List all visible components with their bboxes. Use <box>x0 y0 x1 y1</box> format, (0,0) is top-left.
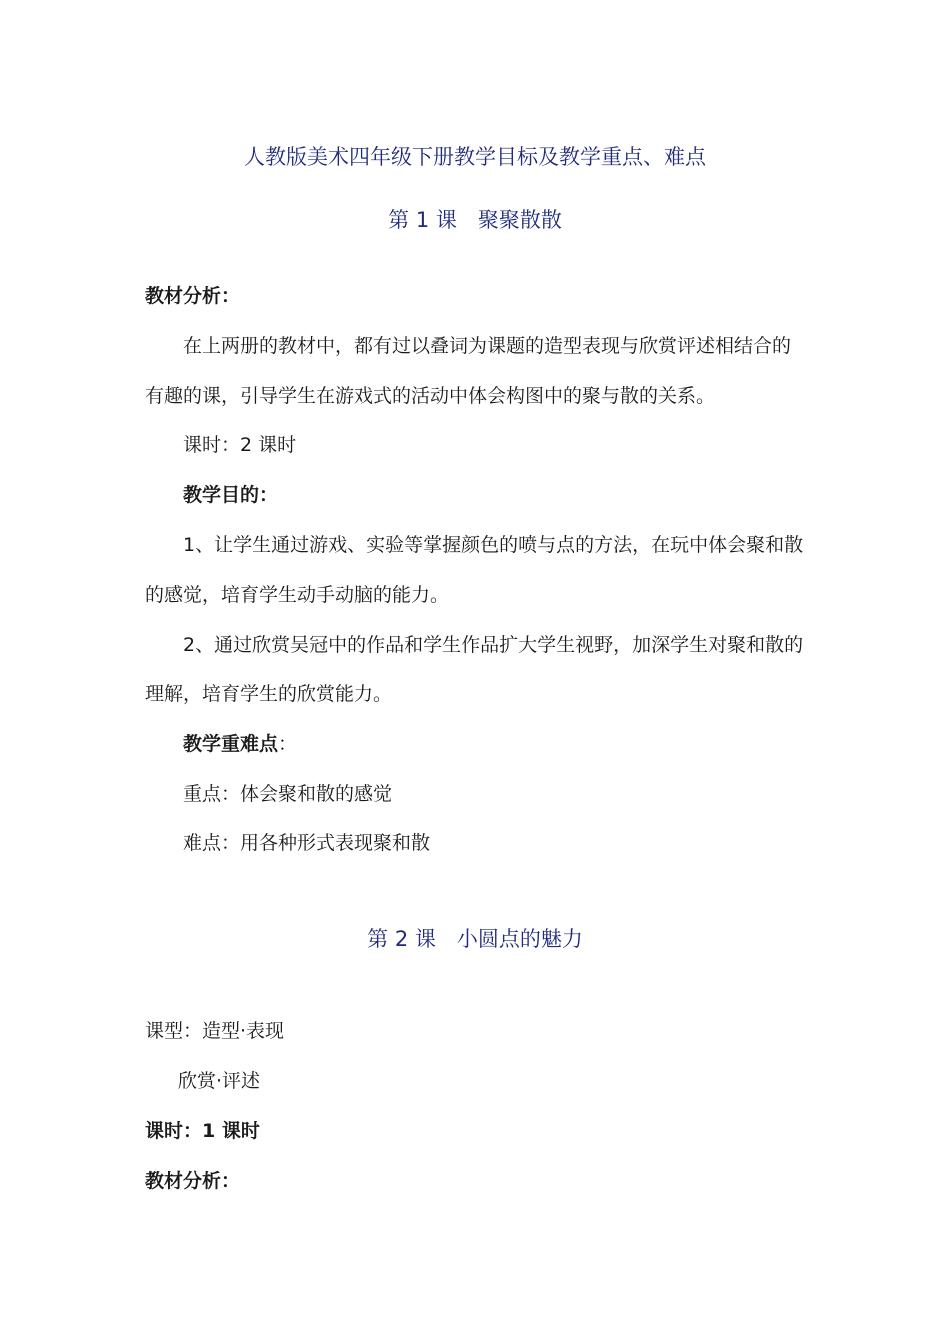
lesson1-heading: 第 1 课 聚聚散散 <box>388 208 562 232</box>
lesson2-type-line1: 课型：造型·表现 <box>145 1020 285 1042</box>
lesson1-objective2-line2: 理解，培育学生的欣赏能力。 <box>145 683 393 705</box>
lesson1-difficult-point: 难点：用各种形式表现聚和散 <box>183 832 431 854</box>
lesson1-class-hours: 课时：2 课时 <box>183 434 297 456</box>
lesson1-key-difficult-colon: ： <box>278 733 298 755</box>
lesson1-analysis-label: 教材分析： <box>145 285 241 307</box>
lesson1-analysis-line2: 有趣的课，引导学生在游戏式的活动中体会构图中的聚与散的关系。 <box>145 385 716 407</box>
lesson1-objective2-line1: 2、通过欣赏吴冠中的作品和学生作品扩大学生视野，加深学生对聚和散的 <box>183 634 804 656</box>
lesson1-analysis-line1: 在上两册的教材中，都有过以叠词为课题的造型表现与欣赏评述相结合的 <box>183 335 792 357</box>
lesson1-objective1-line2: 的感觉，培育学生动手动脑的能力。 <box>145 584 450 606</box>
main-title: 人教版美术四年级下册教学目标及教学重点、难点 <box>244 145 706 169</box>
lesson2-analysis-label: 教材分析： <box>145 1170 241 1192</box>
lesson2-type-line2: 欣赏·评述 <box>178 1070 261 1092</box>
lesson1-objective1-line1: 1、让学生通过游戏、实验等掌握颜色的喷与点的方法，在玩中体会聚和散 <box>183 534 804 556</box>
lesson2-class-hours: 课时：1 课时 <box>145 1120 260 1142</box>
lesson1-key-difficult-label: 教学重难点 <box>183 733 279 755</box>
lesson1-key-difficult-heading <box>183 731 297 757</box>
lesson1-key-point: 重点：体会聚和散的感觉 <box>183 783 393 805</box>
lesson2-heading: 第 2 课 小圆点的魅力 <box>367 927 583 951</box>
lesson1-objectives-label: 教学目的： <box>183 484 279 506</box>
